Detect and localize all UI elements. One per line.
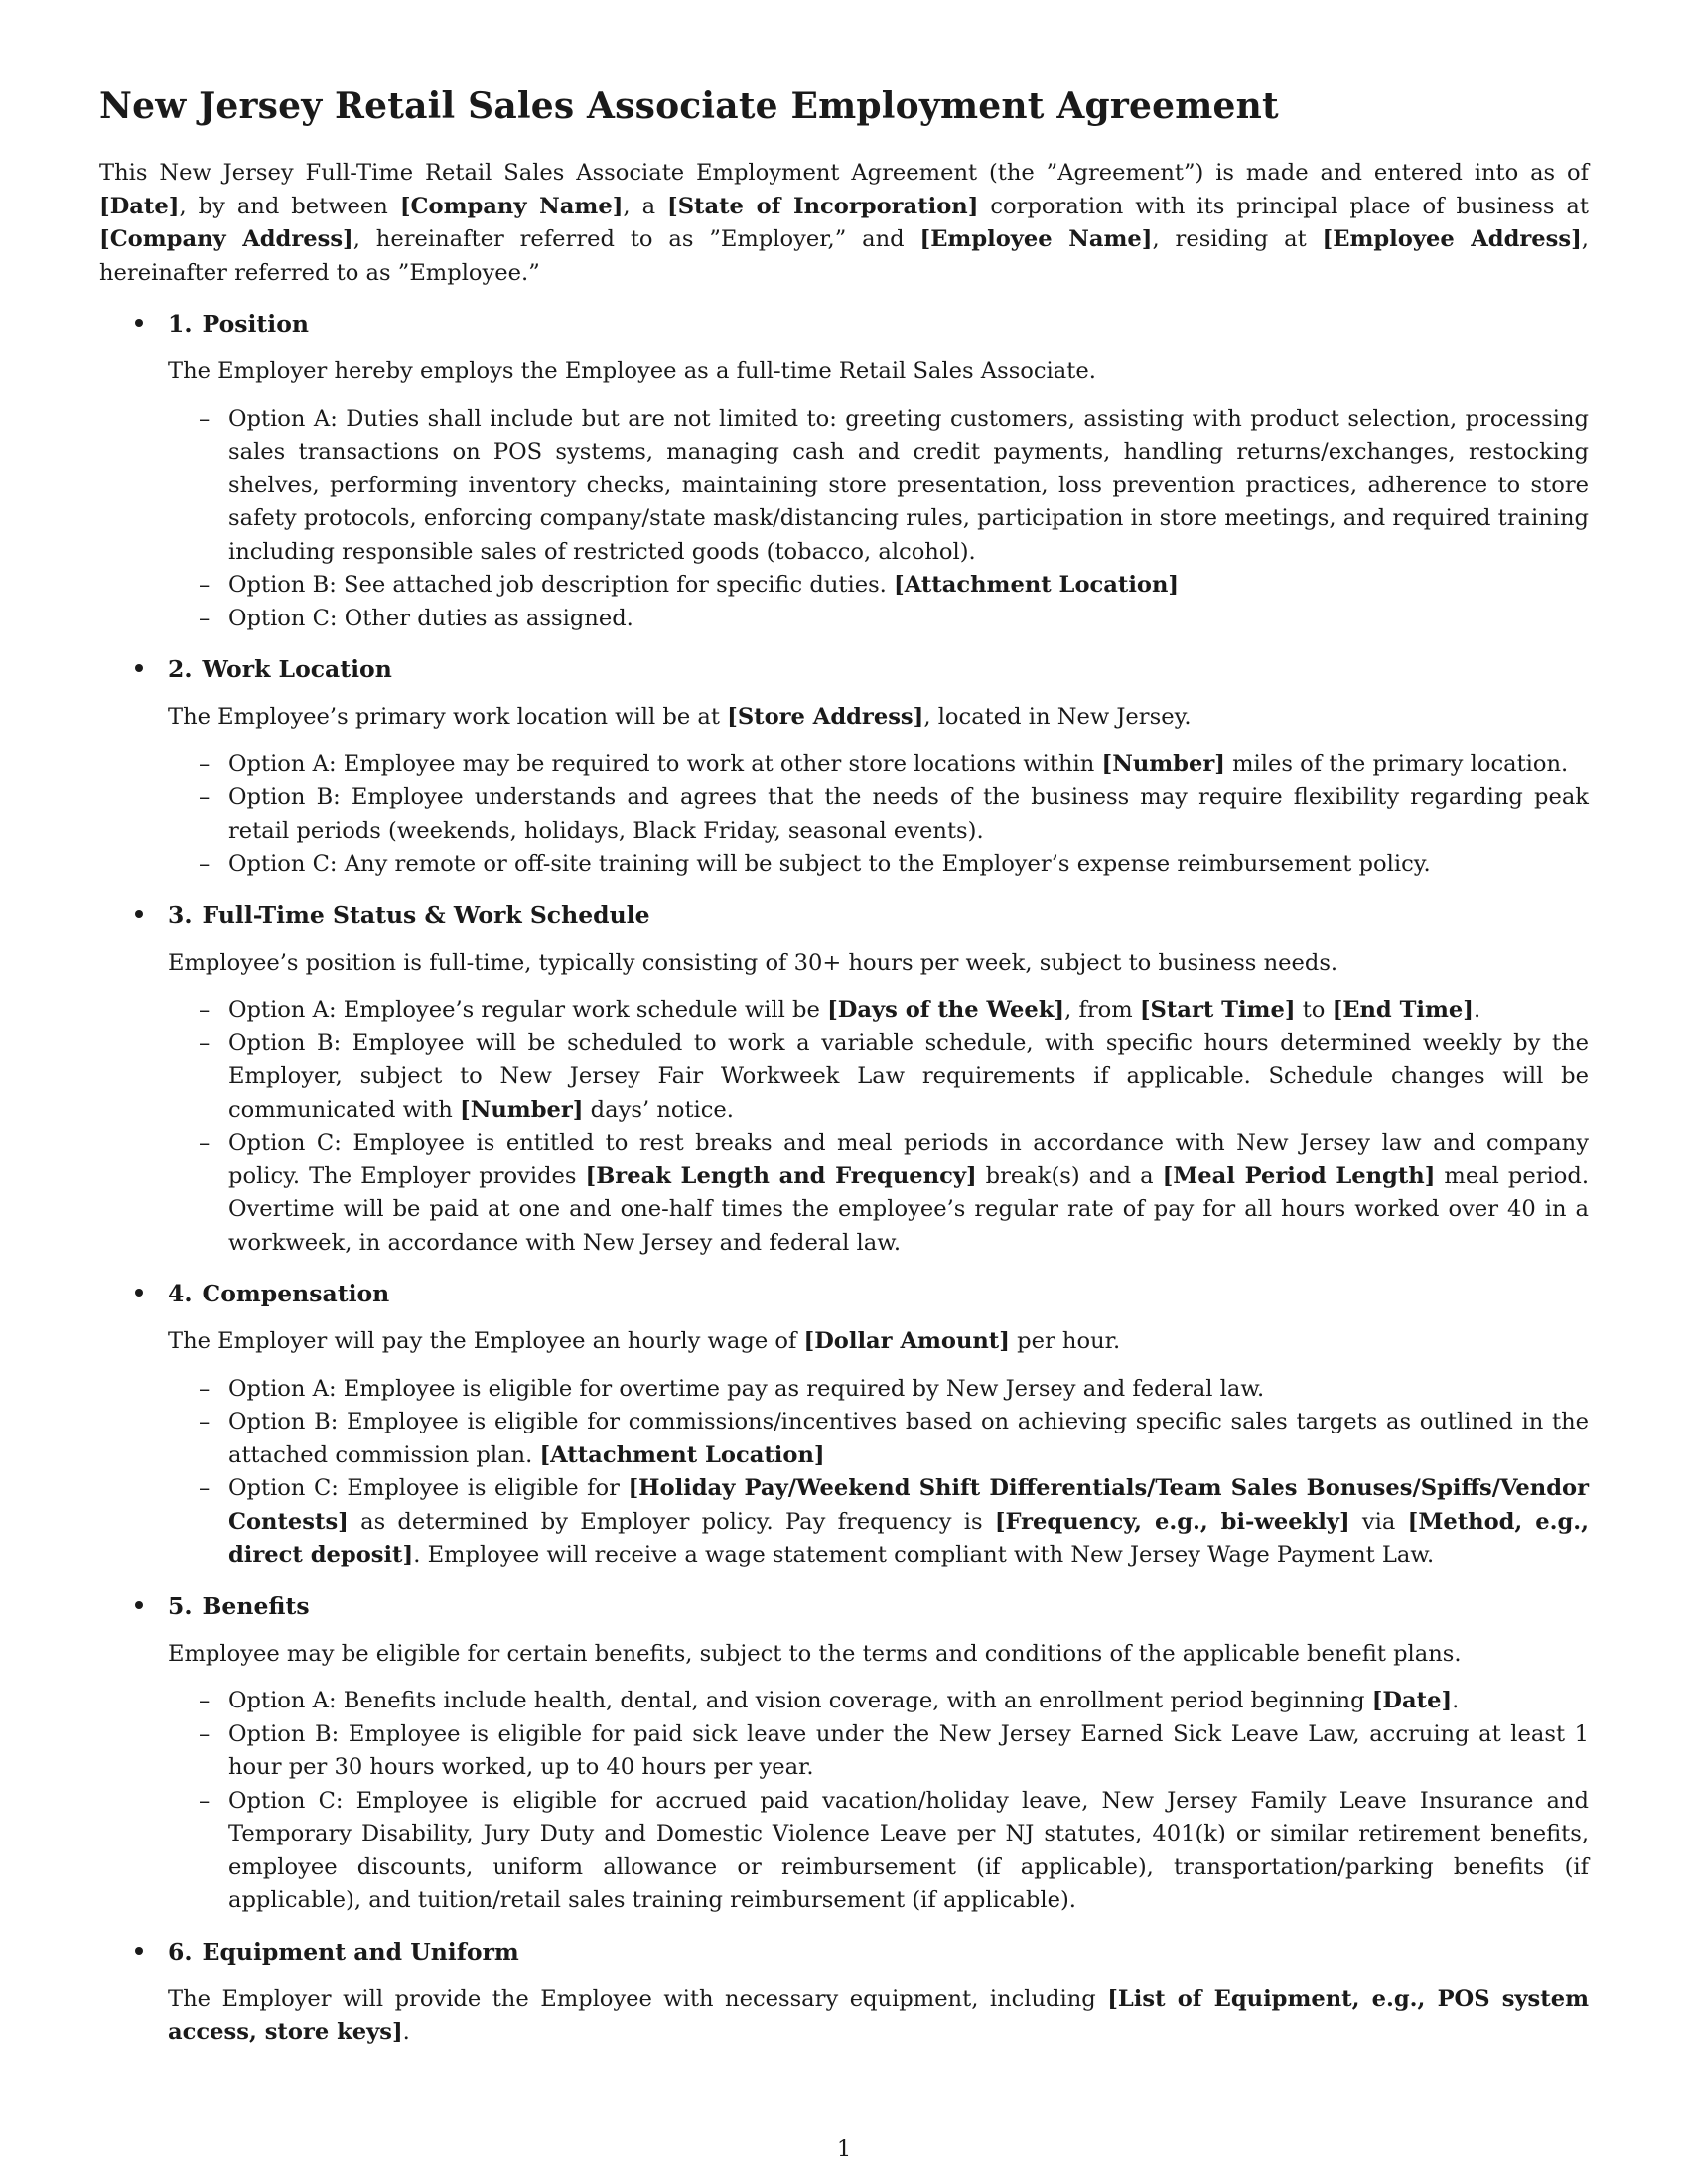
option-text: Option C: Employee is entitled to rest breaks and meal periods in accordance with New Jersey law and company policy. The Employer provides [228, 1130, 1589, 1189]
field-number: [Number] [460, 1096, 584, 1123]
section-heading [168, 1276, 1589, 1311]
section-intro: Employee may be eligible for certain benefits, subject to the terms and conditions of the applicable benefit plans. [168, 1640, 1462, 1667]
section-title: Position [202, 310, 309, 338]
option-b [168, 569, 1589, 603]
option-text: Option B: Employee understands and agrees that the needs of the business may require flexibility regarding peak retail periods (weekends, holidays, Black Friday, seasonal events). [228, 784, 1589, 844]
option-list [168, 1685, 1589, 1918]
option-text: Option C: Any remote or off-site training will be subject to the Employer’s expense reimbursement policy. [228, 851, 1431, 877]
preamble [99, 157, 1589, 290]
intro-text: The Employee’s primary work location will be at [168, 704, 728, 730]
option-text: Option A: Employee is eligible for overtime pay as required by New Jersey and federal law. [228, 1375, 1265, 1402]
option-b [168, 781, 1589, 848]
section-intro: The Employer hereby employs the Employee as a full-time Retail Sales Associate. [168, 358, 1096, 384]
field-dollar-amount: [Dollar Amount] [803, 1328, 1010, 1354]
bullet-icon [135, 910, 143, 918]
option-text: Option B: See attached job description for specific duties. [228, 572, 895, 598]
option-a [168, 994, 1589, 1027]
option-text: . Employee will receive a wage statement compliant with New Jersey Wage Payment Law. [413, 1542, 1435, 1568]
intro-text: The Employer will provide the Employee with necessary equipment, including [168, 1985, 1108, 2012]
intro-text: The Employer will pay the Employee an hourly wage of [168, 1328, 804, 1354]
section-full-time-status [99, 897, 1589, 1261]
option-text: Option A: Benefits include health, dental, and vision coverage, with an enrollment period beginning [228, 1688, 1372, 1713]
field-incentive-types: [Holiday Pay/Weekend Shift Differentials/Team Sales Bonuses/Spiffs/Vendor Contests] [228, 1475, 1589, 1535]
option-text: Option A: Employee’s regular work schedule will be [228, 997, 828, 1023]
section-heading [168, 651, 1589, 687]
section-number: 2. [168, 655, 193, 683]
section-number: 5. [168, 1591, 193, 1620]
section-number: 1. [168, 310, 193, 338]
option-list [168, 749, 1589, 882]
preamble-text: corporation with its principal place of business at [978, 193, 1589, 219]
dash-icon: – [199, 1688, 211, 1713]
field-attachment-location: [Attachment Location] [539, 1441, 825, 1468]
field-meal-period-length: [Meal Period Length] [1162, 1162, 1436, 1189]
option-text: . [1473, 997, 1481, 1023]
field-company-name: [Company Name] [399, 193, 624, 219]
dash-icon: – [199, 1375, 211, 1402]
section-number: 3. [168, 900, 193, 929]
field-number: [Number] [1101, 751, 1225, 777]
dash-icon: – [199, 1787, 211, 1814]
section-benefits [99, 1588, 1589, 1918]
option-b [168, 1406, 1589, 1472]
intro-text: , located in New Jersey. [923, 704, 1192, 730]
option-c [168, 1785, 1589, 1918]
intro-text: per hour. [1009, 1328, 1121, 1354]
dash-icon: – [199, 1720, 211, 1747]
option-text: as determined by Employer policy. Pay frequency is [348, 1508, 995, 1535]
bullet-icon [135, 1601, 143, 1609]
option-text: meal period. Overtime will be paid at one and one-half times the employee’s regular rate of pay for all hours worked over 40 in a workweek, in accordance with New Jersey and federal law. [228, 1162, 1590, 1256]
dash-icon: – [199, 784, 211, 810]
option-list [168, 403, 1589, 636]
option-text: Option B: Employee is eligible for paid sick leave under the New Jersey Earned Sick Leave Law, accruing at least 1 hour per 30 hours worked, up to 40 hours per year. [228, 1720, 1589, 1780]
option-list [168, 1373, 1589, 1572]
field-equipment-list: [List of Equipment, e.g., POS system access, store keys] [168, 1985, 1589, 2045]
section-number: 4. [168, 1280, 193, 1307]
section-title: Full-Time Status & Work Schedule [202, 900, 650, 929]
option-c [168, 848, 1589, 882]
field-break-length: [Break Length and Frequency] [585, 1162, 977, 1189]
section-heading [168, 306, 1589, 341]
field-employee-name: [Employee Name] [919, 226, 1153, 252]
option-text: days’ notice. [583, 1096, 734, 1123]
option-text: to [1295, 997, 1333, 1023]
dash-icon: – [199, 751, 211, 777]
field-state-of-incorporation: [State of Incorporation] [667, 193, 979, 219]
field-pay-method: [Method, e.g., direct deposit] [228, 1508, 1589, 1568]
document-body [99, 85, 1589, 2064]
section-title: Equipment and Uniform [202, 1937, 519, 1966]
section-heading [168, 897, 1589, 933]
dash-icon: – [199, 1409, 211, 1434]
section-number: 6. [168, 1937, 193, 1966]
option-a [168, 1373, 1589, 1407]
section-equipment-uniform [99, 1934, 1589, 2050]
bullet-icon [135, 319, 143, 327]
section-position [99, 306, 1589, 635]
dash-icon: – [199, 1130, 211, 1156]
dash-icon: – [199, 1029, 211, 1056]
section-compensation [99, 1276, 1589, 1572]
section-work-location [99, 651, 1589, 882]
preamble-text: , hereinafter referred to as ”Employer,” and [352, 226, 920, 252]
option-c [168, 1127, 1589, 1260]
section-intro: Employee’s position is full-time, typically consisting of 30+ hours per week, subject to business needs. [168, 949, 1338, 976]
option-text: Option A: Employee may be required to work at other store locations within [228, 751, 1102, 777]
dash-icon: – [199, 997, 211, 1023]
option-list [168, 994, 1589, 1260]
preamble-text: , a [623, 193, 668, 219]
option-text: Option C: Employee is eligible for [228, 1475, 629, 1501]
option-text: break(s) and a [976, 1162, 1163, 1189]
option-a [168, 1685, 1589, 1718]
bullet-icon [135, 664, 143, 672]
dash-icon: – [199, 572, 211, 598]
dash-icon: – [199, 851, 211, 877]
option-text: . [1452, 1688, 1460, 1713]
option-text: Option B: Employee is eligible for commissions/incentives based on achieving specific sales targets as outlined in the attached commission plan. [228, 1409, 1589, 1468]
option-text: via [1349, 1508, 1408, 1535]
option-text: Option A: Duties shall include but are not limited to: greeting customers, assisting with product selection, processing sales transactions on POS systems, managing cash and credit payments, handling returns/exchanges, restocking shelves, performing inventory checks, maintaining store presentation, loss prevention practices, adherence to store safety protocols, enforcing company/state mask/distancing rules, participation in store meetings, and required training including responsible sales of restricted goods (tobacco, alcohol). [228, 405, 1589, 565]
section-heading [168, 1934, 1589, 1970]
option-text: Option C: Employee is eligible for accrued paid vacation/holiday leave, New Jersey Family Leave Insurance and Temporary Disability, Jury Duty and Domestic Violence Leave per NJ statutes, 401(k) or similar retirement benefits, employee discounts, uniform allowance or reimbursement (if applicable), transportation/parking benefits (if applicable), and tuition/retail sales training reimbursement (if applicable). [228, 1787, 1589, 1913]
preamble-text: , residing at [1152, 226, 1323, 252]
page-number: 1 [836, 2136, 852, 2162]
section-title: Work Location [202, 655, 392, 683]
option-text: Option C: Other duties as assigned. [228, 605, 633, 631]
option-a [168, 403, 1589, 570]
intro-text: . [402, 2019, 410, 2045]
bullet-icon [135, 1289, 143, 1297]
dash-icon: – [199, 405, 211, 432]
section-intro [168, 1325, 1589, 1359]
document-title: New Jersey Retail Sales Associate Employment Agreement [99, 85, 1279, 127]
field-store-address: [Store Address] [727, 704, 924, 730]
option-text: , from [1064, 997, 1140, 1023]
option-a [168, 749, 1589, 782]
field-end-time: [End Time] [1332, 997, 1474, 1023]
field-start-time: [Start Time] [1139, 997, 1296, 1023]
field-company-address: [Company Address] [99, 226, 353, 252]
bullet-icon [135, 1947, 143, 1955]
field-days-of-week: [Days of the Week] [827, 997, 1065, 1023]
field-attachment-location: [Attachment Location] [894, 572, 1180, 598]
preamble-text: , hereinafter referred to as ”Employee.” [99, 226, 1589, 286]
section-intro [168, 701, 1589, 735]
dash-icon: – [199, 605, 211, 631]
option-b [168, 1718, 1589, 1785]
preamble-text: , by and between [179, 193, 400, 219]
field-pay-frequency: [Frequency, e.g., bi-weekly] [994, 1508, 1350, 1535]
field-date: [Date] [1371, 1688, 1453, 1713]
section-heading [168, 1588, 1589, 1624]
option-c [168, 603, 1589, 636]
section-title: Compensation [202, 1280, 390, 1307]
option-c [168, 1472, 1589, 1572]
preamble-text: This New Jersey Full-Time Retail Sales Associate Employment Agreement (the ”Agreement”) is made and entered into as of [99, 160, 1589, 186]
option-text: miles of the primary location. [1224, 751, 1569, 777]
dash-icon: – [199, 1475, 211, 1501]
section-intro [168, 1983, 1589, 2050]
field-date: [Date] [99, 193, 180, 219]
option-text: Option B: Employee will be scheduled to work a variable schedule, with specific hours determined weekly by the Employer, subject to New Jersey Fair Workweek Law requirements if applicable. Schedule changes will be communicated with [228, 1029, 1589, 1123]
section-title: Benefits [202, 1591, 310, 1620]
field-employee-address: [Employee Address] [1322, 226, 1582, 252]
option-b [168, 1027, 1589, 1128]
